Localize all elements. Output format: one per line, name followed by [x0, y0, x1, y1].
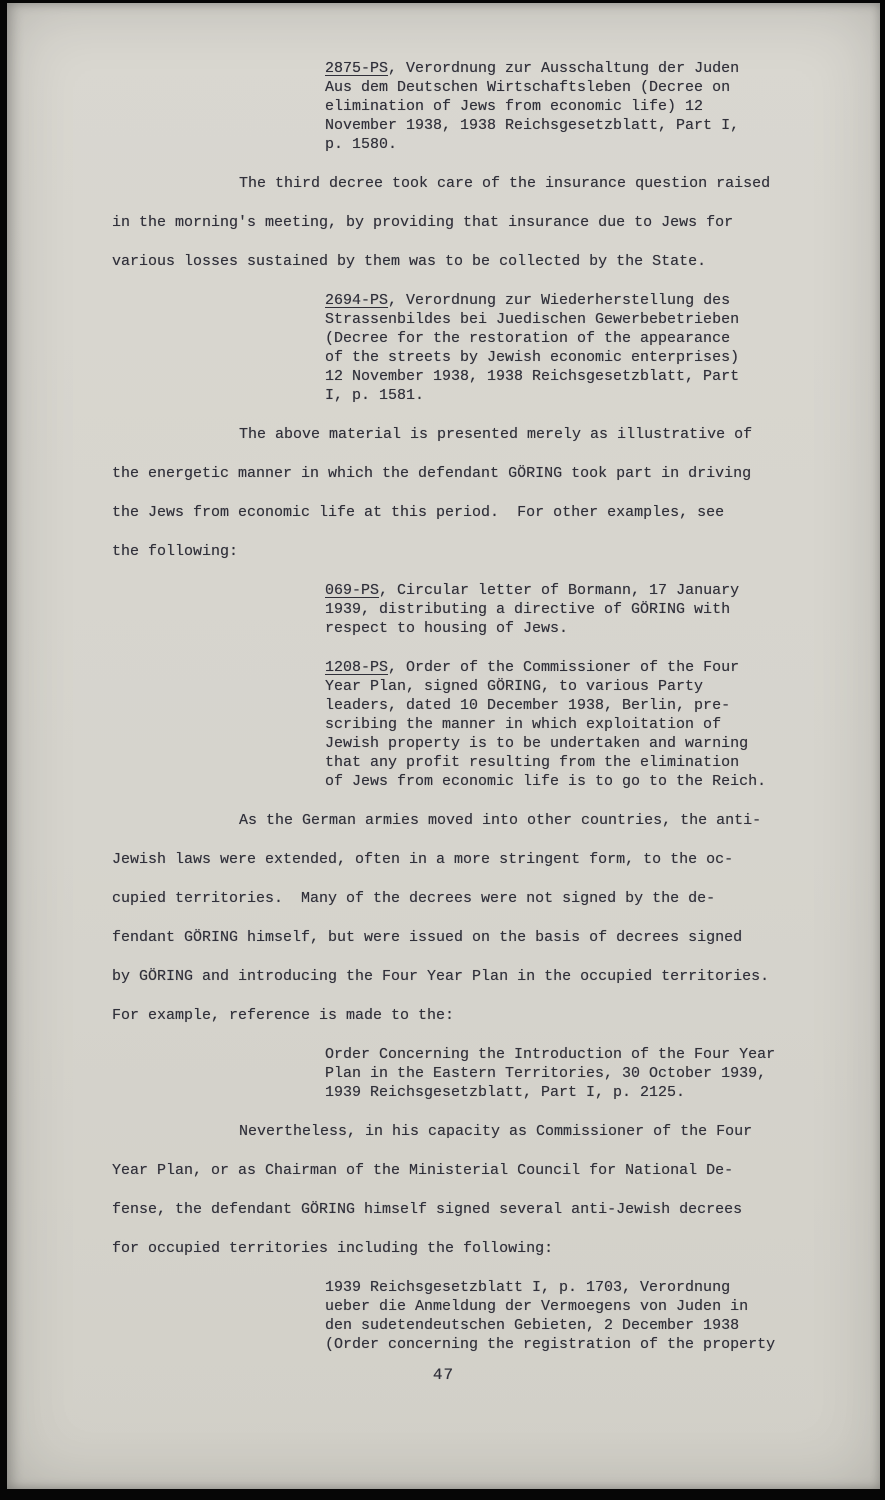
text-line: fendant GÖRING himself, but were issued on the basis of decrees signed	[112, 929, 743, 946]
paragraph-third-decree	[112, 164, 880, 281]
text-line: that any profit resulting from the elimination	[325, 754, 740, 771]
text-line: cupied territories. Many of the decrees were not signed by the de-	[112, 890, 716, 907]
text-line: Strassenbildes bei Juedischen Gewerbebetrieben	[325, 311, 740, 328]
text-line: Jewish laws were extended, often in a more stringent form, to the oc-	[112, 851, 734, 868]
text-line: Order Concerning the Introduction of the Four Year	[325, 1046, 776, 1063]
text-line: elimination of Jews from economic life) 12	[325, 98, 704, 115]
text-line: Aus dem Deutschen Wirtschaftsleben (Decree on	[325, 79, 731, 96]
text-line: Year Plan, or as Chairman of the Ministerial Council for National De-	[112, 1162, 734, 1179]
citation-block-2875-ps	[325, 59, 880, 154]
text-line: ueber die Anmeldung der Vermoegens von Juden in	[325, 1298, 749, 1315]
text-line: the Jews from economic life at this period. For other examples, see	[112, 504, 725, 521]
text-line: 12 November 1938, 1938 Reichsgesetzblatt, Part	[325, 368, 740, 385]
text-line: of the streets by Jewish economic enterprises)	[325, 349, 740, 366]
scanned-document-page	[7, 3, 880, 1489]
text-line: Jewish property is to be undertaken and warning	[325, 735, 749, 752]
text-line: Plan in the Eastern Territories, 30 October 1939,	[325, 1065, 767, 1082]
paragraph-german-armies	[112, 801, 880, 1035]
page-number: 47	[432, 1366, 455, 1384]
paragraph-nevertheless	[112, 1112, 880, 1268]
text-run: , Order of the Commissioner of the Four	[388, 659, 740, 676]
citation-block-1208-ps	[325, 658, 880, 791]
text-line	[325, 59, 880, 78]
text-line: As the German armies moved into other countries, the anti-	[239, 812, 762, 829]
citation-block-2694-ps	[325, 291, 880, 405]
text-line: I, p. 1581.	[325, 387, 425, 404]
text-line: for occupied territories including the following:	[112, 1240, 554, 1257]
citation-block-four-year-plan-order	[325, 1045, 880, 1102]
text-line: 1939 Reichsgesetzblatt, Part I, p. 2125.	[325, 1084, 686, 1101]
text-line: in the morning's meeting, by providing that insurance due to Jews for	[112, 214, 734, 231]
document-ref: 069-PS	[325, 582, 380, 599]
text-line: The above material is presented merely as illustrative of	[239, 426, 753, 443]
text-line: by GÖRING and introducing the Four Year Plan in the occupied territories.	[112, 968, 770, 985]
text-line: (Decree for the restoration of the appearance	[325, 330, 731, 347]
text-line: various losses sustained by them was to be collected by the State.	[112, 253, 707, 270]
text-line: p. 1580.	[325, 136, 398, 153]
text-line	[325, 291, 880, 310]
text-line: Nevertheless, in his capacity as Commissioner of the Four	[239, 1123, 753, 1140]
text-line	[325, 658, 880, 677]
text-line: fense, the defendant GÖRING himself signed several anti-Jewish decrees	[112, 1201, 743, 1218]
text-line: the following:	[112, 543, 239, 560]
text-line: 1939, distributing a directive of GÖRING with	[325, 601, 731, 618]
document-ref: 2875-PS	[325, 60, 389, 77]
citation-block-reichsgesetzblatt-1703	[325, 1278, 880, 1354]
text-line: For example, reference is made to the:	[112, 1007, 455, 1024]
document-body	[7, 3, 880, 1354]
text-line: November 1938, 1938 Reichsgesetzblatt, Part I,	[325, 117, 740, 134]
text-line: 1939 Reichsgesetzblatt I, p. 1703, Verordnung	[325, 1279, 731, 1296]
document-ref: 2694-PS	[325, 292, 389, 309]
text-line: leaders, dated 10 December 1938, Berlin, pre-	[325, 697, 731, 714]
text-line: Year Plan, signed GÖRING, to various Party	[325, 678, 704, 695]
citation-block-069-ps	[325, 581, 880, 638]
document-ref: 1208-PS	[325, 659, 389, 676]
text-line: den sudetendeutschen Gebieten, 2 December 1938	[325, 1317, 740, 1334]
text-line: The third decree took care of the insurance question raised	[239, 175, 771, 192]
text-line: respect to housing of Jews.	[325, 620, 569, 637]
text-run: , Circular letter of Bormann, 17 January	[379, 582, 740, 599]
paragraph-illustrative-material	[112, 415, 880, 571]
text-line: of Jews from economic life is to go to the Reich.	[325, 773, 767, 790]
text-line: scribing the manner in which exploitation of	[325, 716, 722, 733]
text-run: , Verordnung zur Wiederherstellung des	[388, 292, 731, 309]
text-run: , Verordnung zur Ausschaltung der Juden	[388, 60, 740, 77]
text-line: (Order concerning the registration of the property	[325, 1336, 776, 1353]
text-line	[325, 581, 880, 600]
text-line: the energetic manner in which the defendant GÖRING took part in driving	[112, 465, 752, 482]
